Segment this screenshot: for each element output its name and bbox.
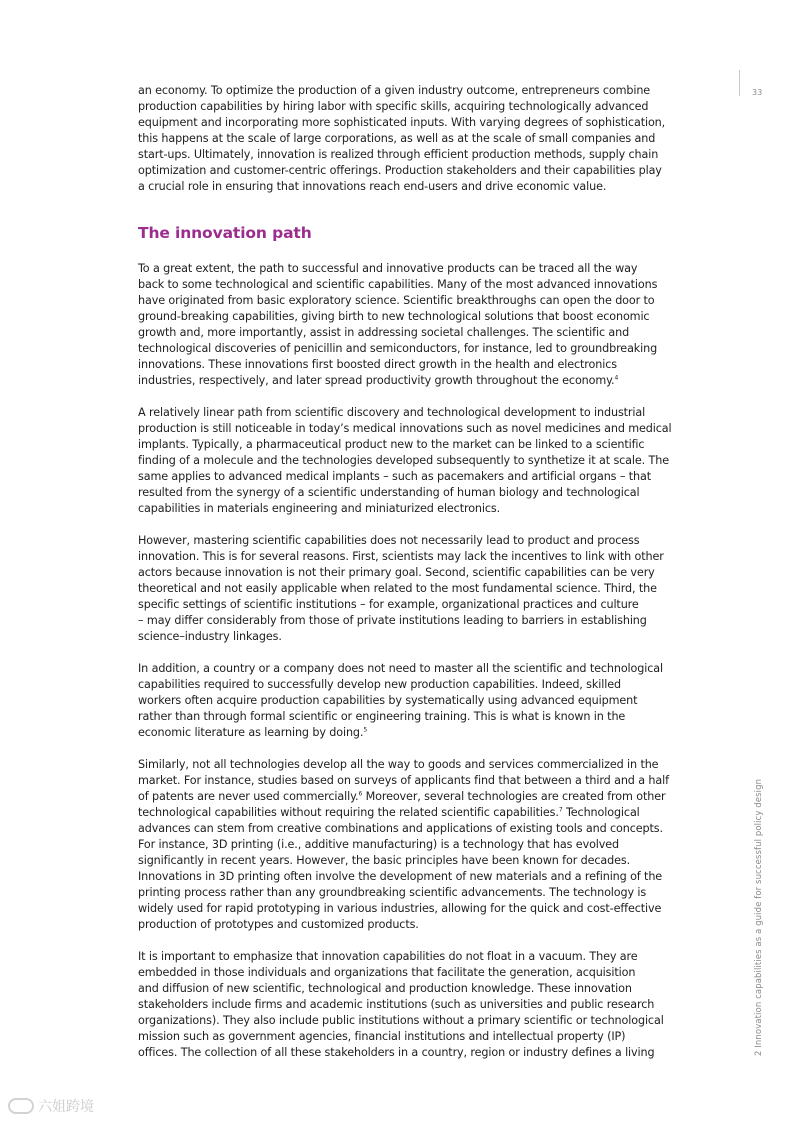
- text-line: ground-breaking capabilities, giving birth to new technological solutions that boost economic: [138, 310, 650, 323]
- text-line: mission such as government agencies, financial institutions and intellectual property (IP): [138, 1030, 626, 1043]
- footnote-ref[interactable]: 6: [358, 790, 363, 798]
- paragraph-4: [138, 661, 661, 741]
- text-line: stakeholders include firms and academic institutions (such as universities and public research: [138, 998, 655, 1011]
- text-line: [138, 725, 661, 741]
- text-fragment: of patents are never used commercially.: [138, 790, 359, 803]
- footnote-ref[interactable]: 5: [363, 726, 368, 734]
- text-line: implants. Typically, a pharmaceutical product new to the market can be linked to a scientific: [138, 438, 645, 451]
- text-line: back to some technological and scientific capabilities. Many of the most advanced innovations: [138, 278, 658, 291]
- section-heading: The innovation path: [138, 224, 312, 242]
- text-line: widely used for rapid prototyping in various industries, allowing for the quick and cost-effective: [138, 902, 662, 915]
- text-fragment: Technological: [562, 806, 640, 819]
- text-line: production capabilities by hiring labor with specific skills, acquiring technologically advanced: [138, 100, 649, 113]
- text-line: theoretical and not easily applicable when related to the most fundamental science. Third, the: [138, 582, 657, 595]
- watermark: [8, 1096, 94, 1116]
- text-line: optimization and customer-centric offerings. Production stakeholders and their capabilities play: [138, 164, 662, 177]
- intro-paragraph: [138, 83, 666, 195]
- text-line: To a great extent, the path to successful and innovative products can be traced all the way: [138, 262, 638, 275]
- text-line: rather than through formal scientific or engineering training. This is what is known in the: [138, 710, 626, 723]
- text-line: [138, 789, 666, 805]
- footnote-ref[interactable]: 7: [558, 806, 563, 814]
- page-number: 33: [752, 88, 763, 97]
- text-line: production of prototypes and customized products.: [138, 918, 419, 931]
- text-fragment: Moreover, several technologies are created from other: [362, 790, 666, 803]
- text-line: equipment and incorporating more sophisticated inputs. With varying degrees of sophistication,: [138, 116, 666, 129]
- text-line: this happens at the scale of large corporations, as well as at the scale of small companies and: [138, 132, 656, 145]
- text-line: resulted from the synergy of a scientific understanding of human biology and technological: [138, 486, 640, 499]
- text-line: innovation. This is for several reasons. First, scientists may lack the incentives to link with other: [138, 550, 664, 563]
- text-line: printing process rather than any groundbreaking scientific advancements. The technology is: [138, 886, 647, 899]
- text-line: significantly in recent years. However, the basic principles have been known for decades.: [138, 854, 631, 867]
- text-line: growth and, more importantly, assist in addressing societal challenges. The scientific and: [138, 326, 630, 339]
- text-line: However, mastering scientific capabilities does not necessarily lead to product and process: [138, 534, 640, 547]
- text-line: [138, 373, 661, 389]
- text-line: specific settings of scientific institutions – for example, organizational practices and culture: [138, 598, 639, 611]
- footnote-ref[interactable]: 4: [614, 374, 619, 382]
- chapter-side-caption: 2 Innovation capabilities as a guide for successful policy design: [754, 778, 764, 1056]
- text-line: innovations. These innovations first boosted direct growth in the health and electronics: [138, 358, 617, 371]
- paragraph-2: [138, 405, 672, 517]
- page-number-divider: [739, 70, 740, 96]
- text-line: organizations). They also include public institutions without a primary scientific or technological: [138, 1014, 664, 1027]
- text-line: have originated from basic exploratory science. Scientific breakthroughs can open the door to: [138, 294, 655, 307]
- text-fragment: economic literature as learning by doing.: [138, 726, 364, 739]
- text-line: production is still noticeable in today’s medical innovations such as novel medicines and medical: [138, 422, 672, 435]
- watermark-logo-icon: [8, 1098, 34, 1114]
- text-line: an economy. To optimize the production of a given industry outcome, entrepreneurs combine: [138, 84, 651, 97]
- text-line: offices. The collection of all these stakeholders in a country, region or industry defines a living: [138, 1046, 655, 1059]
- paragraph-5: [138, 757, 669, 933]
- text-line: [138, 805, 661, 821]
- text-line: same applies to advanced medical implants – such as pacemakers and artificial organs – that: [138, 470, 651, 483]
- text-line: market. For instance, studies based on surveys of applicants find that between a third and a half: [138, 774, 669, 787]
- text-line: and diffusion of new scientific, technological and production knowledge. These innovation: [138, 982, 632, 995]
- text-fragment: technological capabilities without requiring the related scientific capabilities.: [138, 806, 559, 819]
- text-line: a crucial role in ensuring that innovations reach end-users and drive economic value.: [138, 180, 607, 193]
- text-line: In addition, a country or a company does not need to master all the scientific and technological: [138, 662, 663, 675]
- text-line: capabilities in materials engineering and miniaturized electronics.: [138, 502, 501, 515]
- body-text: [138, 83, 672, 1077]
- text-line: start-ups. Ultimately, innovation is realized through efficient production methods, supply chain: [138, 148, 659, 161]
- text-line: It is important to emphasize that innovation capabilities do not float in a vacuum. They are: [138, 950, 638, 963]
- paragraph-3: [138, 533, 664, 645]
- text-line: science–industry linkages.: [138, 630, 282, 643]
- text-line: For instance, 3D printing (i.e., additive manufacturing) is a technology that has evolved: [138, 838, 620, 851]
- text-line: actors because innovation is not their primary goal. Second, scientific capabilities can be very: [138, 566, 655, 579]
- text-line: technological discoveries of penicillin and semiconductors, for instance, led to groundbreaking: [138, 342, 658, 355]
- text-line: Innovations in 3D printing often involve the development of new materials and a refining of the: [138, 870, 663, 883]
- paragraph-1: [138, 261, 661, 389]
- watermark-text: 六姐跨境: [38, 1099, 94, 1115]
- text-line: A relatively linear path from scientific discovery and technological development to industrial: [138, 406, 646, 419]
- text-line: – may differ considerably from those of private institutions leading to barriers in establishing: [138, 614, 647, 627]
- text-fragment: industries, respectively, and later spread productivity growth throughout the economy.: [138, 374, 615, 387]
- text-line: embedded in those individuals and organizations that facilitate the generation, acquisition: [138, 966, 636, 979]
- text-line: finding of a molecule and the technologies developed subsequently to synthetize it at scale. The: [138, 454, 669, 467]
- paragraph-6: [138, 949, 664, 1061]
- text-line: capabilities required to successfully develop new production capabilities. Indeed, skilled: [138, 678, 621, 691]
- text-line: advances can stem from creative combinations and applications of existing tools and concepts.: [138, 822, 663, 835]
- text-line: Similarly, not all technologies develop all the way to goods and services commercialized in the: [138, 758, 659, 771]
- text-line: workers often acquire production capabilities by systematically using advanced equipment: [138, 694, 638, 707]
